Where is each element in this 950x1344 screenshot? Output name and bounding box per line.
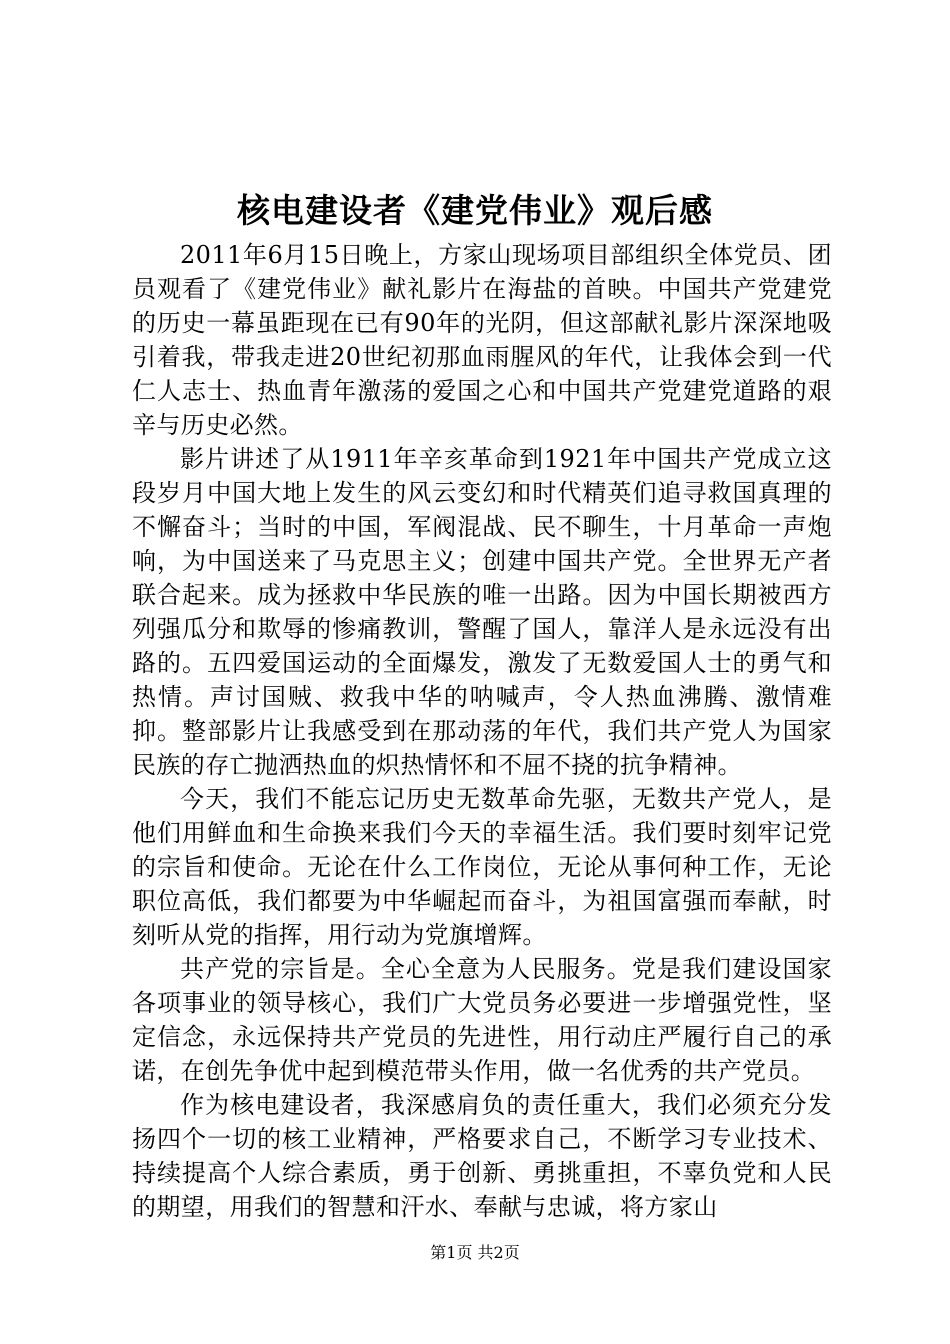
paragraph-1: 2011年6月15日晚上，方家山现场项目部组织全体党员、团员观看了《建党伟业》献礼影片在海盐的首映。中国共产党建党的历史一幕虽距现在已有90年的光阴，但这部献礼影片深深地吸引着我，带我走进20世纪初那血雨腥风的年代，让我体会到一代仁人志士、热血青年激荡的爱国之心和中国共产党建党道路的艰辛与历史必然。: [132, 241, 832, 439]
paragraph-5: 作为核电建设者，我深感肩负的责任重大，我们必须充分发扬四个一切的核工业精神，严格要求自己，不断学习专业技术、持续提高个人综合素质，勇于创新、勇挑重担，不辜负党和人民的期望，用我们的智慧和汗水、奉献与忠诚，将方家山: [132, 1091, 832, 1221]
paragraph-3: 今天，我们不能忘记历史无数革命先驱，无数共产党人，是他们用鲜血和生命换来我们今天的幸福生活。我们要时刻牢记党的宗旨和使命。无论在什么工作岗位，无论从事何种工作，无论职位高低，我们都要为中华崛起而奋斗，为祖国富强而奉献，时刻听从党的指挥，用行动为党旗增辉。: [132, 785, 832, 949]
document-title: 核电建设者《建党伟业》观后感: [237, 191, 713, 230]
paragraph-4: 共产党的宗旨是。全心全意为人民服务。党是我们建设国家各项事业的领导核心，我们广大党员务必要进一步增强党性，坚定信念，永远保持共产党员的先进性，用行动庄严履行自己的承诺，在创先争优中起到模范带头作用，做一名优秀的共产党员。: [132, 955, 832, 1085]
page-number-footer: 第1页 共2页: [430, 1243, 520, 1262]
document-body: [132, 238, 832, 1224]
paragraph-2: 影片讲述了从1911年辛亥革命到1921年中国共产党成立这段岁月中国大地上发生的风云变幻和时代精英们追寻救国真理的不懈奋斗；当时的中国，军阀混战、民不聊生，十月革命一声炮响，为中国送来了马克思主义；创建中国共产党。全世界无产者联合起来。成为拯救中华民族的唯一出路。因为中国长期被西方列强瓜分和欺辱的惨痛教训，警醒了国人，靠洋人是永远没有出路的。五四爱国运动的全面爆发，激发了无数爱国人士的勇气和热情。声讨国贼、救我中华的呐喊声，令人热血沸腾、激情难抑。整部影片让我感受到在那动荡的年代，我们共产党人为国家民族的存亡抛洒热血的炽热情怀和不屈不挠的抗争精神。: [132, 445, 832, 779]
